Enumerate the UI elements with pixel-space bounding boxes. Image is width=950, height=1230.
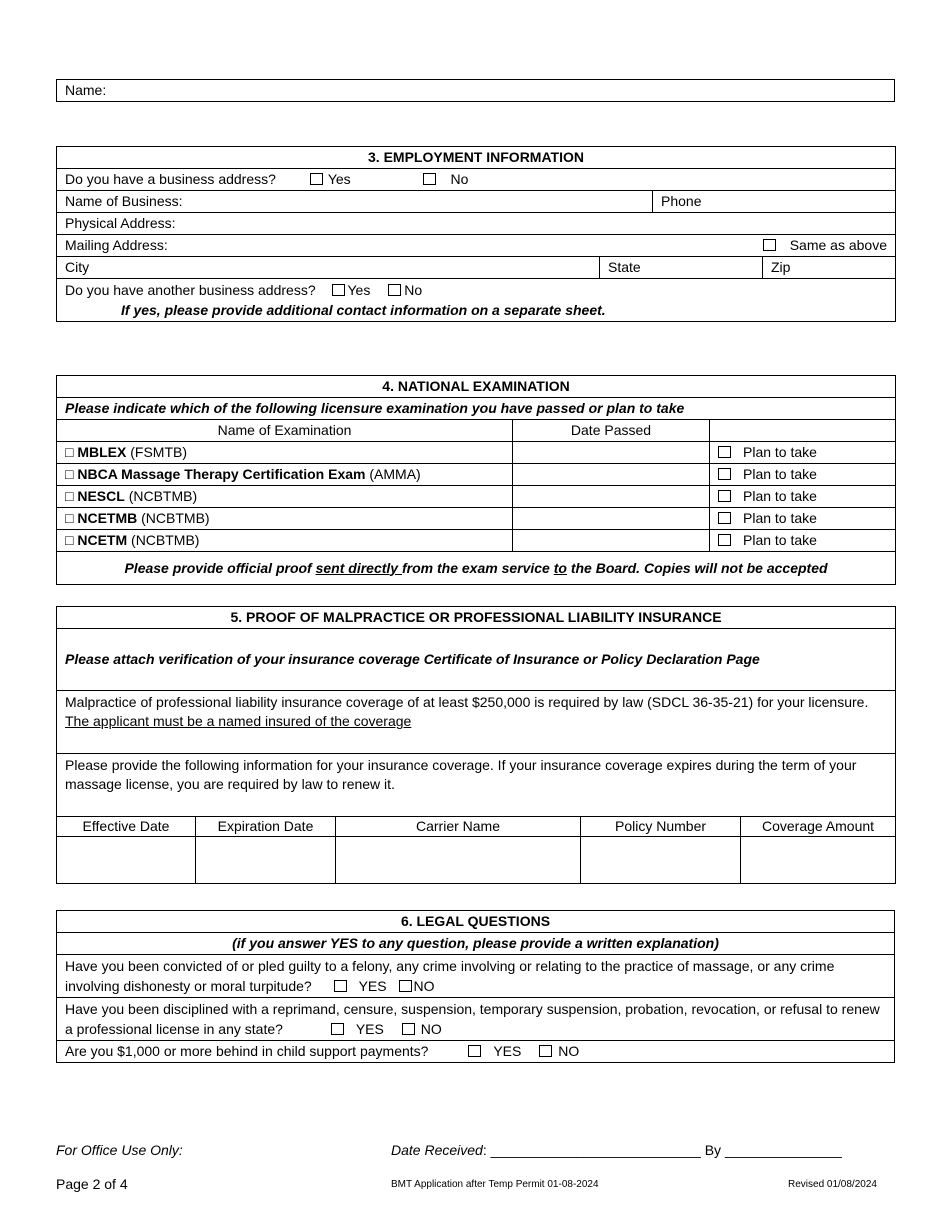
- another-address-row: [57, 279, 896, 322]
- name-of-business-field[interactable]: [57, 191, 653, 213]
- legal-question-3: [57, 1041, 895, 1063]
- col-plan: [710, 420, 896, 442]
- insurance-section: [56, 606, 896, 884]
- col-policy-number: Policy Number: [581, 817, 741, 837]
- exam-name-cell[interactable]: [57, 486, 513, 508]
- exam-org: (FSMTB): [130, 444, 188, 460]
- date-received-row: [391, 1142, 842, 1158]
- another-address-no-checkbox[interactable]: [388, 284, 401, 296]
- exam-row: [57, 508, 896, 530]
- revised-date: Revised 01/08/2024: [788, 1179, 877, 1190]
- exam-name: NCETMB: [77, 510, 138, 526]
- business-address-row: [57, 169, 896, 191]
- physical-address-field[interactable]: [57, 213, 896, 235]
- exam-name: NBCA Massage Therapy Certification Exam: [77, 466, 366, 482]
- date-received-line: : ___________________________ By _______________: [482, 1142, 842, 1158]
- exam-title: 4. NATIONAL EXAMINATION: [57, 376, 896, 398]
- requirement-text: Malpractice of professional liability insurance coverage of at least $250,000 is required by law (SDCL 36-35-21) for your licensure.: [65, 694, 869, 710]
- plan-to-take-label: Plan to take: [743, 466, 817, 482]
- q2-no-checkbox[interactable]: [402, 1023, 415, 1035]
- name-label: Name:: [65, 82, 107, 98]
- date-passed-field[interactable]: [513, 508, 710, 530]
- date-passed-field[interactable]: [513, 464, 710, 486]
- zip-field[interactable]: [763, 257, 896, 279]
- q3-yes-checkbox[interactable]: [468, 1045, 481, 1057]
- plan-to-take-checkbox[interactable]: [718, 490, 731, 502]
- phone-label: Phone: [661, 193, 702, 209]
- page-number: Page 2 of 4: [56, 1176, 128, 1192]
- q2-yes-checkbox[interactable]: [331, 1023, 344, 1035]
- effective-date-field[interactable]: [57, 837, 196, 884]
- policy-number-field[interactable]: [581, 837, 741, 884]
- exam-instruction: Please indicate which of the following licensure examination you have passed or plan to take: [57, 398, 896, 420]
- exam-checkbox[interactable]: □: [65, 466, 74, 482]
- expiration-date-field[interactable]: [196, 837, 336, 884]
- another-no-label: No: [404, 282, 423, 298]
- exam-name: MBLEX: [77, 444, 127, 460]
- no-label: NO: [558, 1043, 580, 1059]
- col-carrier-name: Carrier Name: [336, 817, 581, 837]
- date-passed-field[interactable]: [513, 530, 710, 552]
- col-date-passed: Date Passed: [513, 420, 710, 442]
- yes-label: YES: [358, 978, 387, 994]
- proof-text: from the exam service: [401, 559, 554, 576]
- legal-section: [56, 910, 895, 1063]
- same-as-above-label: Same as above: [789, 237, 887, 253]
- plan-to-take-label: Plan to take: [743, 488, 817, 504]
- city-field[interactable]: [57, 257, 600, 279]
- col-exam-name: Name of Examination: [57, 420, 513, 442]
- q1-no-checkbox[interactable]: [399, 980, 412, 992]
- plan-to-take-checkbox[interactable]: [718, 534, 731, 546]
- proof-text: Please provide official proof: [124, 559, 316, 576]
- exam-org: (NCBTMB): [128, 488, 198, 504]
- question-text: Are you $1,000 or more behind in child support payments?: [65, 1043, 429, 1059]
- office-use-label: For Office Use Only:: [56, 1142, 183, 1158]
- physical-address-label: Physical Address:: [65, 215, 176, 231]
- state-label: State: [608, 259, 641, 275]
- legal-title: 6. LEGAL QUESTIONS: [57, 911, 895, 933]
- phone-field[interactable]: [653, 191, 896, 213]
- coverage-amount-field[interactable]: [741, 837, 896, 884]
- zip-label: Zip: [771, 259, 791, 275]
- plan-to-take-label: Plan to take: [743, 510, 817, 526]
- exam-name-cell[interactable]: [57, 442, 513, 464]
- another-address-question: Do you have another business address?: [65, 282, 316, 298]
- another-address-yes-checkbox[interactable]: [332, 284, 345, 296]
- q3-no-checkbox[interactable]: [539, 1045, 552, 1057]
- legal-question-2: [57, 998, 895, 1041]
- plan-to-take-label: Plan to take: [743, 444, 817, 460]
- plan-to-take-checkbox[interactable]: [718, 446, 731, 458]
- legal-question-1: [57, 955, 895, 998]
- proof-text-underlined: to: [553, 559, 567, 576]
- exam-checkbox[interactable]: □: [65, 444, 74, 460]
- plan-to-take-checkbox[interactable]: [718, 468, 731, 480]
- yes-label: Yes: [327, 171, 351, 187]
- exam-checkbox[interactable]: □: [65, 532, 74, 548]
- col-coverage-amount: Coverage Amount: [741, 817, 896, 837]
- exam-name-cell[interactable]: [57, 508, 513, 530]
- exam-checkbox[interactable]: □: [65, 510, 74, 526]
- proof-text-underlined: sent directly: [315, 559, 402, 576]
- insurance-attach-note: Please attach verification of your insurance coverage Certificate of Insurance or Policy Declaration Page: [57, 629, 896, 691]
- date-passed-field[interactable]: [513, 486, 710, 508]
- exam-org: (NCBTMB): [141, 510, 210, 526]
- legal-subtitle: (if you answer YES to any question, please provide a written explanation): [57, 933, 895, 955]
- insurance-requirement: [57, 691, 896, 754]
- exam-name: NESCL: [77, 488, 125, 504]
- name-of-business-label: Name of Business:: [65, 193, 183, 209]
- employment-title: 3. EMPLOYMENT INFORMATION: [57, 147, 896, 169]
- state-field[interactable]: [600, 257, 763, 279]
- exam-org: (AMMA): [369, 466, 421, 482]
- exam-row: [57, 464, 896, 486]
- same-as-above-checkbox[interactable]: [763, 239, 776, 251]
- name-table: [56, 79, 895, 102]
- mailing-address-label: Mailing Address:: [65, 237, 168, 253]
- col-effective-date: Effective Date: [57, 817, 196, 837]
- question-text: Have you been disciplined with a reprimand, censure, suspension, temporary suspension, probation, revocation, or refusal to renew a professional license in any state?: [65, 1001, 880, 1037]
- mailing-address-field[interactable]: [57, 235, 896, 257]
- employment-section: [56, 146, 896, 322]
- doc-name: BMT Application after Temp Permit 01-08-2024: [391, 1179, 599, 1190]
- question-text: Have you been convicted of or pled guilty to a felony, any crime involving or relating to the practice of massage, or any crime involving dishonesty or moral turpitude?: [65, 958, 835, 994]
- insurance-title: 5. PROOF OF MALPRACTICE OR PROFESSIONAL LIABILITY INSURANCE: [57, 607, 896, 629]
- no-label: No: [450, 171, 469, 187]
- plan-to-take-label: Plan to take: [743, 532, 817, 548]
- exam-row: [57, 530, 896, 552]
- exam-name: NCETM: [77, 532, 128, 548]
- exam-row: [57, 486, 896, 508]
- carrier-name-field[interactable]: [336, 837, 581, 884]
- exam-checkbox[interactable]: □: [65, 488, 74, 504]
- exam-name-cell[interactable]: [57, 464, 513, 486]
- business-address-question: Do you have a business address?: [65, 171, 276, 187]
- another-yes-label: Yes: [347, 282, 371, 298]
- yes-label: YES: [355, 1021, 384, 1037]
- q1-yes-checkbox[interactable]: [334, 980, 347, 992]
- col-expiration-date: Expiration Date: [196, 817, 336, 837]
- exam-name-cell[interactable]: [57, 530, 513, 552]
- proof-text: the Board. Copies will not be accepted: [566, 559, 828, 576]
- business-address-no-checkbox[interactable]: [423, 173, 436, 185]
- date-received-label: Date Received: [391, 1142, 483, 1158]
- business-address-yes-checkbox[interactable]: [310, 173, 323, 185]
- exam-org: (NCBTMB): [131, 532, 200, 548]
- requirement-underlined: The applicant must be a named insured of the coverage: [65, 713, 412, 729]
- plan-to-take-checkbox[interactable]: [718, 512, 731, 524]
- no-label: NO: [420, 1021, 442, 1037]
- date-passed-field[interactable]: [513, 442, 710, 464]
- name-field[interactable]: [57, 80, 895, 102]
- city-label: City: [65, 259, 90, 275]
- no-label: NO: [413, 978, 435, 994]
- exam-section: [56, 375, 896, 585]
- yes-label: YES: [493, 1043, 522, 1059]
- exam-row: [57, 442, 896, 464]
- insurance-provide-info: Please provide the following information for your insurance coverage. If your insurance coverage expires during the term of your massage license, you are required by law to renew it.: [57, 754, 896, 817]
- proof-note: [57, 552, 896, 585]
- if-yes-note: If yes, please provide additional contact information on a separate sheet.: [121, 302, 606, 318]
